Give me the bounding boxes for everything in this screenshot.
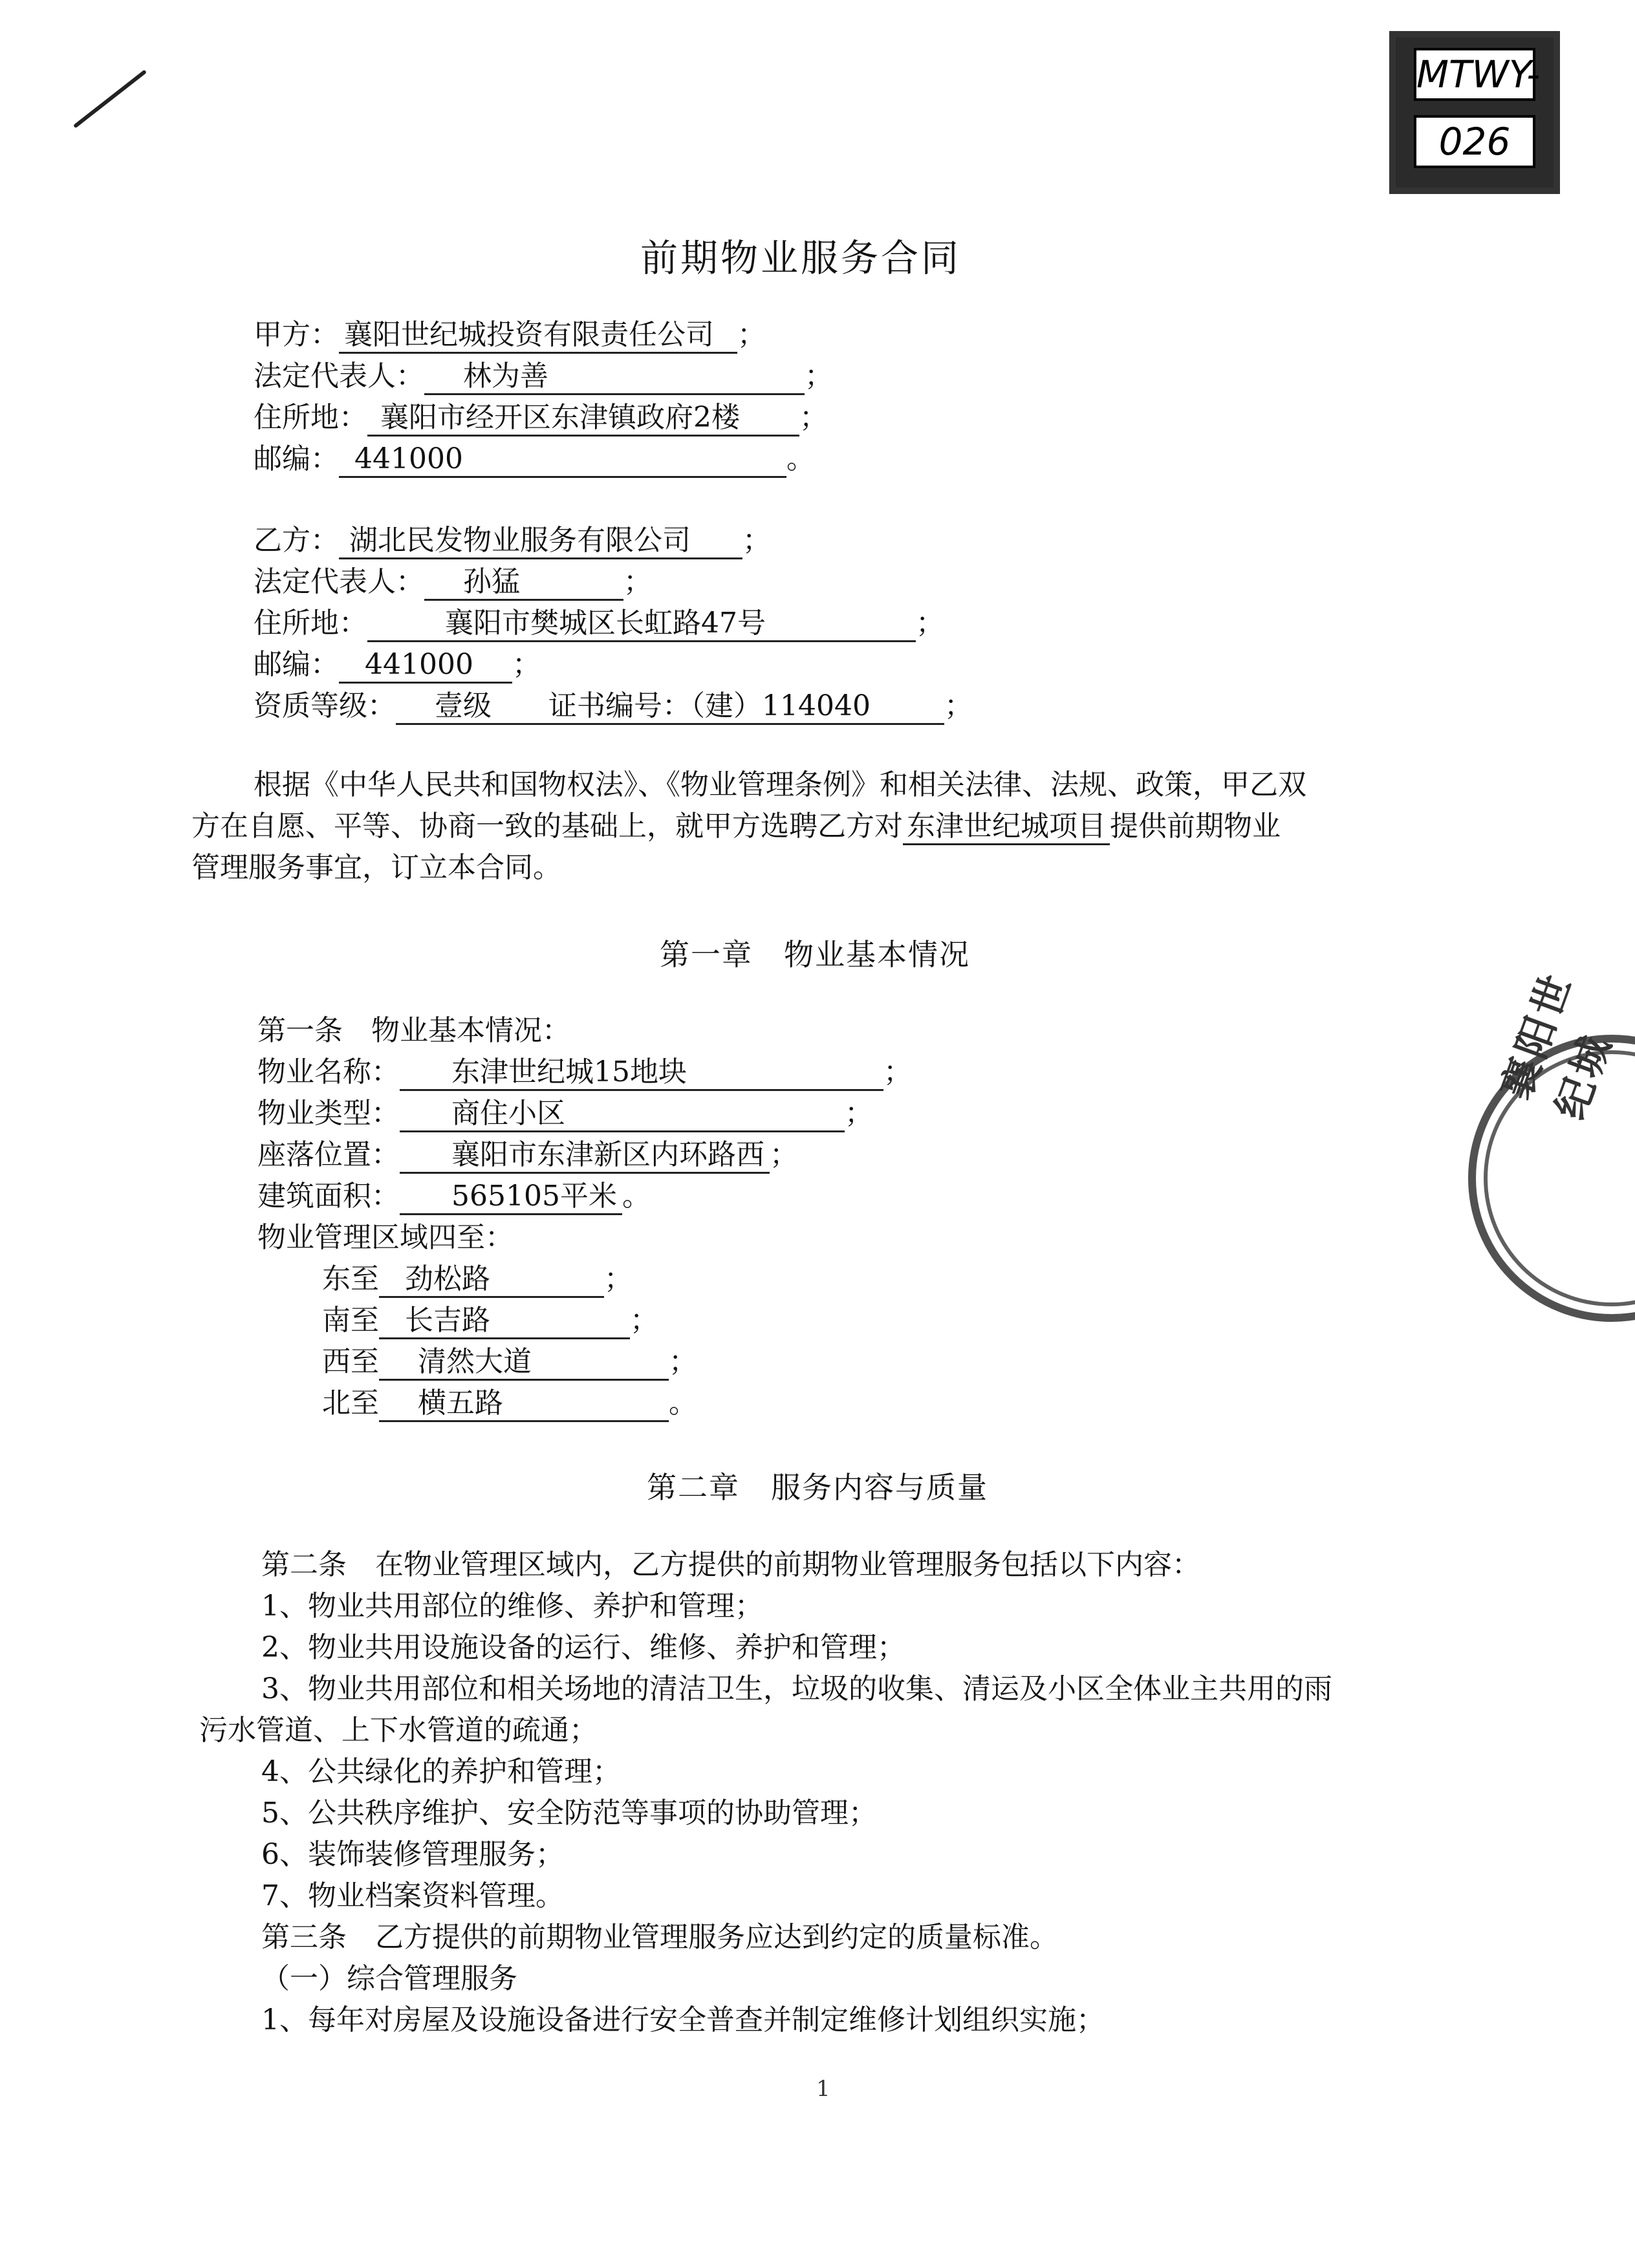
property-name-line: 物业名称： 东津世纪城15地块 ； bbox=[257, 1054, 912, 1091]
party-b-name: 湖北民发物业服务有限公司 bbox=[339, 524, 742, 559]
service-item-4: 4、公共绿化的养护和管理； bbox=[261, 1755, 621, 1788]
service-item-2: 2、物业共用设施设备的运行、维修、养护和管理； bbox=[261, 1631, 905, 1664]
chapter-1-heading: 第一章 物业基本情况 bbox=[660, 937, 970, 972]
boundary-east-line: 东至 劲松路 ； bbox=[322, 1261, 633, 1298]
party-b-zip-line: 邮编： 441000 ； bbox=[254, 647, 541, 684]
stamp-code-line2: 026 bbox=[1414, 115, 1535, 168]
article-3-item-1: 1、每年对房屋及设施设备进行安全普查并制定维修计划组织实施； bbox=[261, 2003, 1105, 2036]
party-a-zip-line: 邮编： 441000 。 bbox=[254, 441, 815, 478]
article-3-subheading: （一）综合管理服务 bbox=[261, 1962, 517, 1995]
party-b-line: 乙方： 湖北民发物业服务有限公司 ； bbox=[254, 523, 771, 559]
property-location: 襄阳市东津新区内环路西 bbox=[400, 1138, 770, 1174]
boundary-north: 横五路 bbox=[379, 1387, 669, 1422]
party-b-qualification-line: 资质等级： 壹级 证书编号：（建）114040 ； bbox=[254, 688, 973, 725]
service-item-3: 3、物业共用部位和相关场地的清洁卫生，垃圾的收集、清运及小区全体业主共用的雨 bbox=[261, 1672, 1332, 1705]
service-item-7: 7、物业档案资料管理。 bbox=[261, 1879, 564, 1912]
article-1-heading: 第一条 物业基本情况： bbox=[257, 1014, 570, 1047]
preamble-line3: 管理服务事宜，订立本合同。 bbox=[191, 851, 561, 884]
party-b-rep: 孙猛 bbox=[424, 565, 623, 601]
party-b-address: 襄阳市樊城区长虹路47号 bbox=[367, 607, 916, 642]
chapter-2-heading: 第二章 服务内容与质量 bbox=[647, 1470, 988, 1505]
boundaries-heading: 物业管理区域四至： bbox=[257, 1221, 514, 1254]
party-a-zip: 441000 bbox=[339, 442, 786, 478]
page-number: 1 bbox=[816, 2076, 830, 2102]
party-b-rep-line: 法定代表人： 孙猛 ； bbox=[254, 564, 652, 601]
article-3-heading: 第三条 乙方提供的前期物业管理服务应达到约定的质量标准。 bbox=[261, 1921, 1058, 1954]
property-area: 565105平米 bbox=[400, 1180, 622, 1215]
document-code-stamp bbox=[1389, 31, 1560, 194]
stamp-code-line1: MTWY- bbox=[1414, 48, 1535, 101]
boundary-north-line: 北至 横五路 。 bbox=[322, 1385, 697, 1422]
party-a-rep-line: 法定代表人： 林为善 ； bbox=[254, 358, 833, 395]
service-item-3-cont: 污水管道、上下水管道的疏通； bbox=[199, 1714, 598, 1747]
property-name: 东津世纪城15地块 bbox=[400, 1055, 883, 1091]
preamble-project: 东津世纪城项目 bbox=[903, 810, 1110, 845]
pen-mark bbox=[73, 70, 147, 129]
article-2-heading: 第二条 在物业管理区域内，乙方提供的前期物业管理服务包括以下内容： bbox=[261, 1548, 1200, 1581]
boundary-west-line: 西至 清然大道 ； bbox=[322, 1344, 697, 1381]
party-a-rep: 林为善 bbox=[424, 360, 805, 395]
service-item-5: 5、公共秩序维护、安全防范等事项的协助管理； bbox=[261, 1797, 877, 1830]
property-type: 商住小区 bbox=[400, 1097, 845, 1132]
party-b-zip: 441000 bbox=[339, 648, 512, 684]
preamble-line2: 方在自愿、平等、协商一致的基础上，就甲方选聘乙方对 东津世纪城项目 提供前期物业 bbox=[191, 808, 1281, 845]
service-item-1: 1、物业共用部位的维修、养护和管理； bbox=[261, 1590, 763, 1623]
property-type-line: 物业类型： 商住小区 ； bbox=[257, 1096, 873, 1132]
property-location-line: 座落位置： 襄阳市东津新区内环路西 ； bbox=[257, 1137, 798, 1174]
boundary-south-line: 南至 长吉路 ； bbox=[322, 1302, 658, 1339]
party-b-address-line: 住所地： 襄阳市樊城区长虹路47号 ； bbox=[254, 605, 944, 642]
contract-title: 前期物业服务合同 bbox=[640, 236, 962, 280]
preamble-line1: 根据《中华人民共和国物权法》、《物业管理条例》和相关法律、法规、政策，甲乙双 bbox=[254, 768, 1306, 801]
service-item-6: 6、装饰装修管理服务； bbox=[261, 1838, 564, 1871]
party-b-qualification: 壹级 证书编号：（建）114040 bbox=[396, 689, 944, 725]
party-a-address: 襄阳市经开区东津镇政府2楼 bbox=[367, 401, 799, 437]
party-a-address-line: 住所地： 襄阳市经开区东津镇政府2楼 ； bbox=[254, 400, 828, 437]
boundary-south: 长吉路 bbox=[379, 1304, 630, 1339]
party-a-line: 甲方： 襄阳世纪城投资有限责任公司 ； bbox=[254, 317, 766, 354]
seal-text: 襄阳世纪城 bbox=[1492, 965, 1621, 1125]
party-a-name: 襄阳世纪城投资有限责任公司 bbox=[339, 318, 737, 354]
property-area-line: 建筑面积： 565105平米 。 bbox=[257, 1178, 651, 1215]
boundary-west: 清然大道 bbox=[379, 1345, 669, 1381]
boundary-east: 劲松路 bbox=[379, 1262, 604, 1298]
